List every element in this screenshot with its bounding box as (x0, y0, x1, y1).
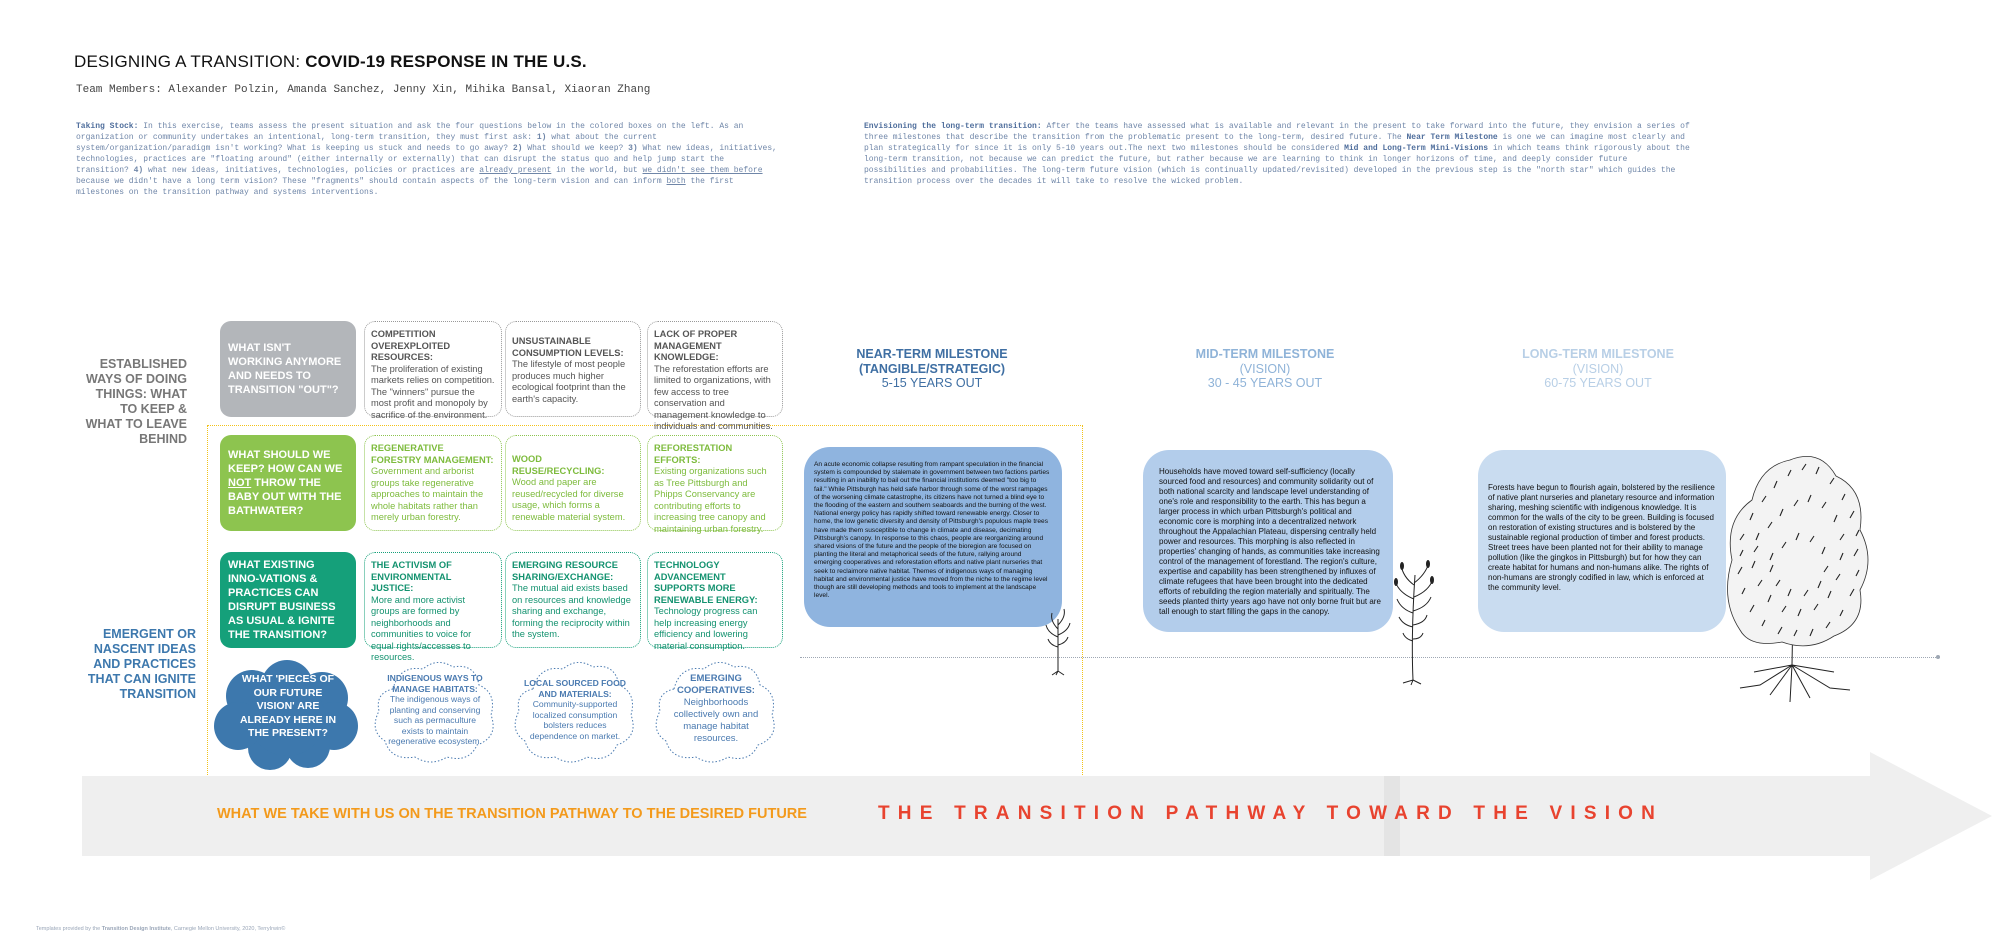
tree-sketch-icon (1710, 440, 1880, 710)
milestone-sub: (VISION) (1239, 361, 1291, 376)
card-title: COMPETITION OVEREXPLOITED RESOURCES: (371, 329, 451, 362)
milestone-title: NEAR-TERM MILESTONE (856, 347, 1008, 361)
card-competition (364, 321, 502, 420)
row-label-established: ESTABLISHED WAYS OF DOING THINGS: WHAT TO KEEP & WHAT TO LEAVE BEHIND (85, 357, 187, 446)
card-body: The reforestation efforts are limited to organizations, with few access to tree conservation and management knowledge to individuals and communities. (654, 363, 773, 431)
card-regenerative-forestry (364, 435, 502, 531)
intro-lead: Envisioning the long-term transition: (864, 122, 1042, 131)
intro-bold: Mid and Long-Term Mini-Visions (1344, 144, 1489, 153)
header-pieces: WHAT 'PIECES OF OUR FUTURE VISION' ARE ALREADY HERE IN THE PRESENT? (239, 673, 337, 739)
header-what-to-keep (220, 435, 356, 531)
milestone-years: 30 - 45 YEARS OUT (1207, 376, 1323, 390)
page-title (74, 52, 587, 72)
milestone-years: 60-75 YEARS OUT (1544, 376, 1652, 390)
intro-text: what new ideas, initiatives, technologies, policies or practices are (143, 166, 480, 175)
intro-text: the first milestones on the transition pathway and systems interventions. (76, 177, 734, 197)
intro-qnum: 2) (512, 144, 523, 153)
intro-text: what about the current system/organization/paradigm isn't working? What is keeping us stuck and needs to go away? (76, 133, 657, 153)
credit-text: , Carnegie Mellon University, 2020, TerryIrwin© (170, 926, 286, 932)
sapling-sketch-icon (1385, 555, 1440, 685)
milestone-near-box: An acute economic collapse resulting from rampant speculation in the financial system is compounded by stalemate in government between two factions parties resulting in an inability to bail out the financial institutions deemed "too big to fail." While Pittsburgh has held safe harbor through some of the worst rampages of the worsening climate catastrophe, its citizens have not turned a blind eye to the flooding of the eastern and southern seaboards and the burning of the west. National energy policy has rapidly shifted toward renewable energy. Closer to home, the low genetic diversity and density of Pittsburgh's populous maple trees have made them susceptible to change in climate and disease, decimating Pittsburgh's canopy. In response to this chaos, people are reorganizing around shared visions of the future and the people of the bioregion are focused on planting the literal and metaphorical seeds of the future, rallying around emerging cooperatives and reforestation efforts and native plant nurseries that seek to reclaimore native habitat. Themes of indigenous ways of managing habitat and environmental justice have moved from the niche to the regime level though are still developing methods and tools to implement at the landscape level. (804, 447, 1062, 627)
cloud-title: EMERGING COOPERATIVES: (677, 673, 755, 696)
card-resource-sharing (505, 552, 641, 648)
header-innovations: WHAT EXISTING INNO-VATIONS & PRACTICES CAN DISRUPT BUSINESS AS USUAL & IGNITE THE TRANSITION? (220, 552, 356, 648)
intro-text: because we didn't have a long term vision? These "fragments" should contain aspects of the long-term vision and can inform (76, 177, 667, 186)
cloud-cooperatives (664, 673, 768, 745)
milestone-long-box: Forests have begun to flourish again, bolstered by the resilience of native plant nurseries and planetary resource and information sharing, meshing scientific with indigenous knowledge. It is common for the walls of the city to be green. Building is focused on restoration of existing structures and is bolstered by the sustainable regional production of timber and forest products. Street trees have been planted not for their ability to manage pollution (like the gingkos in Pittsburgh) but for how they can create habitat for humans and non-humans alike. The rights of non-humans are strongly codified in law, which is enforced at the community level. (1478, 450, 1726, 632)
card-body: Government and arborist groups take regenerative approaches to maintain the whole habitats rather than merely urban forestry. (371, 466, 484, 522)
card-wood-reuse (505, 435, 641, 531)
header-text: THROW THE BABY OUT WITH THE BATHWATER? (228, 477, 342, 517)
card-title: REFORESTATION EFFORTS: (654, 443, 733, 465)
cloud-body: Neighborhoods collectively own and manage habitat resources. (673, 697, 759, 744)
intro-text: in which teams think rigorously about the long-term transition, not because we can predict the future, but rather because we are learning to think in longer horizons of time, and deeply consider future possibilities and probabilities. The long-term future vision (which is continually updated/revisited) developed in the previous step is the "north star" which guides the transition process over the decades it will take to resolve the wicked problem. (864, 144, 1690, 186)
card-body: Existing organizations such as Tree Pittsburgh and Phipps Conservancy are contributing efforts to increasing tree canopy and maintaining urban forestry. (654, 466, 767, 534)
card-title: TECHNOLOGY ADVANCEMENT SUPPORTS MORE RENEWABLE ENERGY: (654, 560, 758, 605)
header-not-working: WHAT ISN'T WORKING ANYMORE AND NEEDS TO TRANSITION "OUT"? (220, 321, 356, 417)
header-underline: NOT (228, 477, 252, 489)
intro-underline: already present (479, 166, 552, 175)
milestone-sub: (TANGIBLE/STRATEGIC) (858, 361, 1006, 376)
intro-text: In this exercise, teams assess the present situation and ask the four questions below in the colored boxes on the left. As an organization or community undertakes an intentional, long-term transition, they must first ask: (76, 122, 744, 142)
milestone-years: 5-15 YEARS OUT (881, 376, 983, 390)
milestone-mid-title (1165, 347, 1365, 391)
card-reforestation (647, 435, 783, 534)
milestone-sub: (VISION) (1572, 361, 1624, 376)
intro-underline: we didn't see them before (642, 166, 763, 175)
card-title: EMERGING RESOURCE SHARING/EXCHANGE: (512, 560, 618, 582)
intro-bold: Near Term Milestone (1406, 133, 1498, 142)
milestone-long-title (1498, 347, 1698, 391)
intro-qnum: 3) (628, 144, 638, 153)
card-technology-advancement (647, 552, 783, 651)
milestone-title: LONG-TERM MILESTONE (1522, 347, 1674, 361)
intro-taking-stock (76, 121, 781, 198)
intro-text: is one we can imagine most clearly and plan strategically for since it is only 5-10 years out.The next two milestones should be considered (864, 133, 1685, 153)
cloud-body: The indigenous ways of planting and conserving such as permaculture exists to maintain regenerative ecosystem. (388, 694, 482, 746)
title-bold: COVID-19 RESPONSE IN THE U.S. (305, 52, 587, 71)
cloud-title: LOCAL SOURCED FOOD AND MATERIALS: (523, 678, 626, 699)
cloud-body: Community-supported localized consumption bolsters reduces dependence on market. (529, 699, 621, 741)
card-title: LACK OF PROPER MANAGEMENT KNOWLEDGE: (654, 329, 738, 362)
credit-institute: Transition Design Institute (101, 926, 171, 932)
milestone-mid-box: Households have moved toward self-sufficiency (locally sourced food and resources) and community solidarity out of both national scarcity and landscape level understanding of one's role and responsibility to the earth. This has begun a larger process in which urban Pittsburgh's political and economic core is morphing into a decentralized network throughout the Appalachian Plateau, dispersing centrally held power and resources. This morphing is also reflected in properties' changing of hands, as communities take increasing control of the management of forestland. The region's culture, expertise and capability has been strengthened by influxes of climate refugees that have been brought into the dedicated efforts of rebuilding the region materially and spiritually. The seeds planted thirty years ago have not only borne fruit but are tall enough to start filling the gaps in the canopy. (1143, 450, 1393, 632)
card-body: The lifestyle of most people produces much higher ecological footprint than the earth's capacity. (512, 359, 626, 404)
card-title: REGENERATIVE FORESTRY MANAGEMENT: (371, 443, 494, 465)
template-credit (36, 926, 285, 932)
card-management-knowledge (647, 321, 783, 431)
intro-text: in the world, but (551, 166, 643, 175)
seedling-sketch-icon (1040, 605, 1076, 675)
card-body: More and more activist groups are formed by neighborhoods and communities to voice for equal rights/accesses to resources. (371, 594, 472, 662)
intro-qnum: 4) (133, 166, 144, 175)
card-body: The proliferation of existing markets relies on competition. The "winners" pursue the most profit and monopoly by sacrifice of the environment. (371, 363, 495, 420)
card-consumption (505, 321, 641, 417)
card-title: UNSUSTAINABLE CONSUMPTION LEVELS: (512, 336, 624, 358)
card-body: Technology progress can help increasing energy efficiency and lowering material consumption. (654, 606, 758, 651)
intro-text: What should we keep? (522, 144, 629, 153)
intro-lead: Taking Stock: (76, 122, 139, 131)
milestone-near-title (832, 347, 1032, 391)
footer-take-with: WHAT WE TAKE WITH US ON THE TRANSITION PATHWAY TO THE DESIRED FUTURE (217, 806, 807, 822)
card-environmental-justice (364, 552, 502, 662)
intro-text: What new ideas, initiatives, technologies, practices are "floating around" (either internally or externally) that can disrupt the status quo and help jump start the transition? (76, 144, 777, 175)
title-plain: DESIGNING A TRANSITION: (74, 52, 306, 71)
header-text: WHAT SHOULD WE KEEP? HOW CAN WE (228, 449, 343, 475)
intro-underline: both (666, 177, 686, 186)
credit-text: Templates provided by the (36, 926, 102, 932)
card-title: WOOD REUSE/RECYCLING: (512, 454, 605, 476)
card-body: Wood and paper are reused/recycled for diverse usage, which forms a renewable material system. (512, 477, 626, 522)
intro-envisioning (864, 121, 1694, 187)
team-members: Team Members: Alexander Polzin, Amanda Sanchez, Jenny Xin, Mihika Bansal, Xiaoran Zhang (76, 84, 651, 96)
milestone-title: MID-TERM MILESTONE (1195, 347, 1335, 361)
intro-text: After the teams have assessed what is available and relevant in the present to take forward into the future, they envision a series of three milestones that describe the transition from the problematic present to the long-term, desired future. The (864, 122, 1690, 142)
cloud-local-food (523, 678, 627, 741)
card-title: THE ACTIVISM OF ENVIRONMENTAL JUSTICE: (371, 560, 452, 593)
card-body: The mutual aid exists based on resources and knowledge sharing and exchange, forming the reciprocity within the system. (512, 583, 631, 639)
row-label-emergent: EMERGENT OR NASCENT IDEAS AND PRACTICES THAT CAN IGNITE TRANSITION (87, 627, 196, 701)
cloud-indigenous (383, 673, 487, 747)
intro-qnum: 1) (536, 133, 547, 142)
cloud-title: INDIGENOUS WAYS TO MANAGE HABITATS: (387, 673, 483, 694)
timeline-end-dot (1936, 655, 1940, 659)
footer-transition-pathway: THE TRANSITION PATHWAY TOWARD THE VISION (878, 803, 1664, 824)
